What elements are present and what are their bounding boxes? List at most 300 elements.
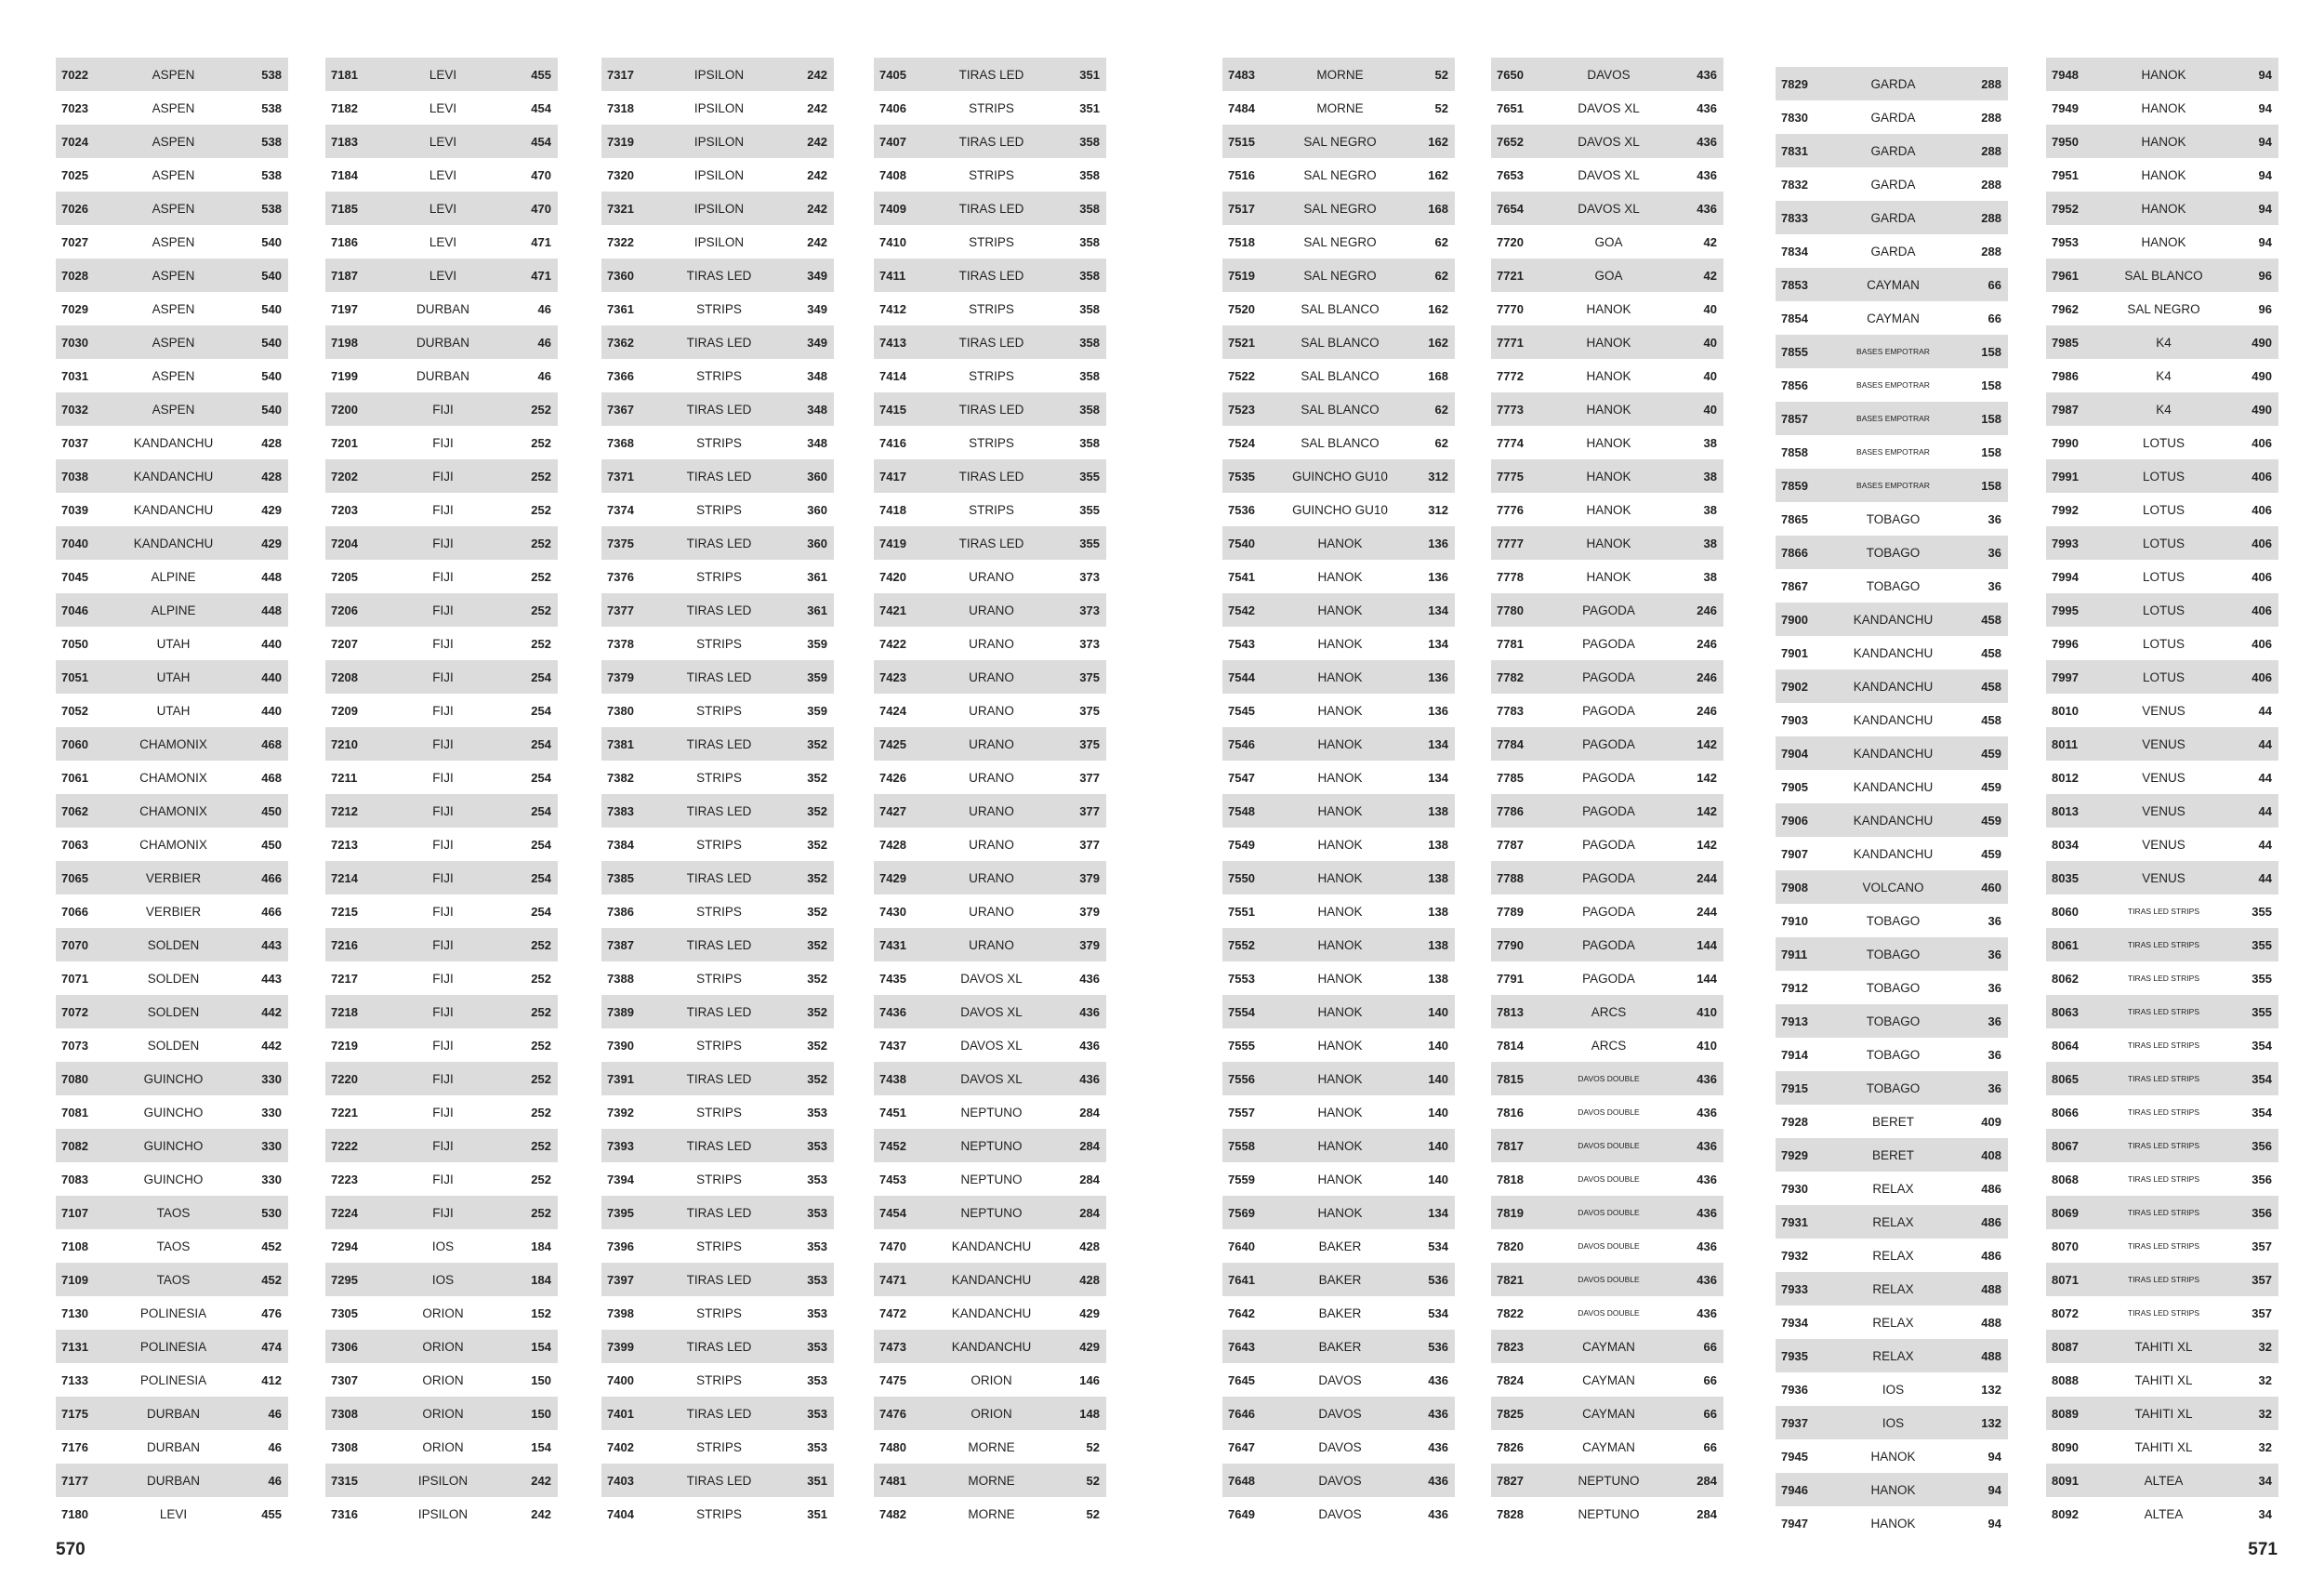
table-row xyxy=(56,359,288,392)
row-page: 252 xyxy=(531,1071,551,1086)
row-page: 361 xyxy=(807,569,827,584)
row-name: TIRAS LED STRIPS xyxy=(2128,974,2199,983)
row-page: 132 xyxy=(1981,1382,2001,1397)
row-page: 356 xyxy=(2251,1172,2272,1186)
table-row xyxy=(601,125,834,158)
row-page: 488 xyxy=(1981,1315,2001,1330)
row-code: 7650 xyxy=(1497,67,1524,82)
row-page: 284 xyxy=(1079,1105,1100,1120)
row-page: 373 xyxy=(1079,636,1100,651)
row-code: 7647 xyxy=(1228,1439,1255,1454)
row-code: 7901 xyxy=(1781,645,1808,660)
table-row xyxy=(56,660,288,694)
row-code: 7030 xyxy=(61,335,88,350)
row-code: 7653 xyxy=(1497,167,1524,182)
row-name: URANO xyxy=(969,703,1014,718)
row-name: HANOK xyxy=(1586,402,1631,417)
row-page: 353 xyxy=(807,1272,827,1287)
row-page: 468 xyxy=(261,736,282,751)
table-row xyxy=(325,1397,558,1430)
row-name: TIRAS LED STRIPS xyxy=(2128,1141,2199,1150)
row-code: 7411 xyxy=(879,268,906,283)
row-page: 254 xyxy=(531,837,551,852)
row-code: 7209 xyxy=(331,703,358,718)
row-code: 7210 xyxy=(331,736,358,751)
row-code: 7949 xyxy=(2052,100,2079,115)
row-page: 377 xyxy=(1079,770,1100,785)
table-row xyxy=(2046,627,2278,660)
table-row xyxy=(2046,125,2278,158)
row-name: IPSILON xyxy=(693,134,745,149)
row-code: 8089 xyxy=(2052,1406,2079,1421)
row-code: 8090 xyxy=(2052,1439,2079,1454)
row-code: 7652 xyxy=(1497,134,1524,149)
row-page: 429 xyxy=(261,536,282,550)
row-page: 428 xyxy=(1079,1239,1100,1253)
row-name: SOLDEN xyxy=(147,937,200,952)
row-page: 429 xyxy=(261,502,282,517)
table-row xyxy=(874,91,1106,125)
row-page: 242 xyxy=(531,1506,551,1521)
row-code: 7551 xyxy=(1228,904,1255,919)
row-code: 7778 xyxy=(1497,569,1524,584)
row-name: KANDANCHU xyxy=(1853,645,1934,660)
row-page: 66 xyxy=(1987,311,2001,325)
row-code: 7648 xyxy=(1228,1473,1255,1488)
row-page: 252 xyxy=(531,469,551,484)
row-page: 252 xyxy=(531,1138,551,1153)
row-code: 8091 xyxy=(2052,1473,2079,1488)
row-code: 7825 xyxy=(1497,1406,1524,1421)
row-code: 7547 xyxy=(1228,770,1255,785)
row-name: POLINESIA xyxy=(139,1339,207,1354)
table-row xyxy=(874,1330,1106,1363)
row-name: K4 xyxy=(2156,368,2172,383)
row-page: 534 xyxy=(1428,1305,1448,1320)
row-code: 7371 xyxy=(607,469,634,484)
table-row xyxy=(1776,1105,2008,1138)
table-row xyxy=(1491,426,1723,459)
table-row xyxy=(1776,1272,2008,1305)
row-name: MORNE xyxy=(1316,100,1364,115)
index-column-1 xyxy=(56,58,288,1531)
row-name: CAYMAN xyxy=(1867,277,1920,292)
row-page: 538 xyxy=(261,134,282,149)
row-page: 538 xyxy=(261,100,282,115)
row-page: 358 xyxy=(1079,134,1100,149)
row-page: 36 xyxy=(1987,947,2001,961)
row-name: HANOK xyxy=(1586,368,1631,383)
row-code: 7646 xyxy=(1228,1406,1255,1421)
page-number-right: 571 xyxy=(2248,1540,2278,1559)
row-page: 242 xyxy=(807,67,827,82)
row-code: 7200 xyxy=(331,402,358,417)
row-page: 355 xyxy=(2251,971,2272,986)
row-name: FIJI xyxy=(432,603,454,617)
row-page: 360 xyxy=(807,469,827,484)
row-page: 62 xyxy=(1434,402,1448,417)
table-row xyxy=(1222,359,1455,392)
table-row xyxy=(325,225,558,258)
row-name: STRIPS xyxy=(696,1305,742,1320)
row-code: 7308 xyxy=(331,1439,358,1454)
row-code: 7421 xyxy=(879,603,906,617)
row-code: 7378 xyxy=(607,636,634,651)
row-code: 7207 xyxy=(331,636,358,651)
row-code: 7867 xyxy=(1781,578,1808,593)
row-page: 353 xyxy=(807,1239,827,1253)
row-page: 330 xyxy=(261,1172,282,1186)
row-code: 7177 xyxy=(61,1473,88,1488)
row-page: 536 xyxy=(1428,1272,1448,1287)
row-name: DAVOS xyxy=(1318,1439,1362,1454)
row-page: 455 xyxy=(261,1506,282,1521)
row-code: 7308 xyxy=(331,1406,358,1421)
table-row xyxy=(1776,1439,2008,1473)
row-page: 410 xyxy=(1697,1004,1717,1019)
row-page: 138 xyxy=(1428,837,1448,852)
table-row xyxy=(1776,368,2008,402)
row-code: 7948 xyxy=(2052,67,2079,82)
row-page: 540 xyxy=(261,268,282,283)
row-name: TIRAS LED xyxy=(686,1071,752,1086)
row-name: SAL BLANCO xyxy=(1301,368,1380,383)
row-name: TOBAGO xyxy=(1866,1080,1921,1095)
table-row xyxy=(56,1229,288,1263)
row-page: 150 xyxy=(531,1372,551,1387)
row-code: 7517 xyxy=(1228,201,1255,216)
row-page: 358 xyxy=(1079,167,1100,182)
row-page: 538 xyxy=(261,67,282,82)
table-row xyxy=(601,1062,834,1095)
table-row xyxy=(1222,1430,1455,1464)
row-name: FIJI xyxy=(432,1071,454,1086)
table-row xyxy=(601,58,834,91)
row-name: PAGODA xyxy=(1582,937,1635,952)
table-row xyxy=(874,426,1106,459)
table-row xyxy=(601,158,834,192)
row-code: 7185 xyxy=(331,201,358,216)
row-page: 184 xyxy=(531,1272,551,1287)
row-name: ALTEA xyxy=(2144,1506,2184,1521)
row-code: 7028 xyxy=(61,268,88,283)
row-code: 7820 xyxy=(1497,1239,1524,1253)
row-name: RELAX xyxy=(1872,1181,1914,1196)
row-name: LOTUS xyxy=(2142,603,2185,617)
row-code: 7549 xyxy=(1228,837,1255,852)
row-page: 406 xyxy=(2251,669,2272,684)
row-code: 7405 xyxy=(879,67,906,82)
row-name: RELAX xyxy=(1872,1281,1914,1296)
table-row xyxy=(2046,928,2278,961)
row-code: 7471 xyxy=(879,1272,906,1287)
row-name: STRIPS xyxy=(696,569,742,584)
row-page: 66 xyxy=(1703,1439,1717,1454)
row-name: STRIPS xyxy=(696,1038,742,1053)
row-name: IOS xyxy=(1882,1382,1905,1397)
row-name: TIRAS LED xyxy=(958,268,1024,283)
row-name: FIJI xyxy=(432,803,454,818)
table-row xyxy=(1776,669,2008,703)
row-name: FIJI xyxy=(432,870,454,885)
table-row xyxy=(1222,192,1455,225)
table-row xyxy=(874,1464,1106,1497)
row-code: 7424 xyxy=(879,703,906,718)
table-row xyxy=(1491,1196,1723,1229)
row-code: 7046 xyxy=(61,603,88,617)
row-name: GARDA xyxy=(1870,244,1916,258)
table-row xyxy=(1222,694,1455,727)
row-name: STRIPS xyxy=(696,636,742,651)
row-page: 252 xyxy=(531,1105,551,1120)
row-name: HANOK xyxy=(1317,669,1363,684)
row-code: 7826 xyxy=(1497,1439,1524,1454)
table-row xyxy=(601,961,834,995)
row-page: 486 xyxy=(1981,1248,2001,1263)
table-row xyxy=(2046,392,2278,426)
row-page: 436 xyxy=(1697,1172,1717,1186)
row-page: 538 xyxy=(261,201,282,216)
row-code: 8064 xyxy=(2052,1038,2079,1053)
table-row xyxy=(56,761,288,794)
row-code: 7776 xyxy=(1497,502,1524,517)
row-name: DAVOS XL xyxy=(960,971,1023,986)
row-name: GOA xyxy=(1594,234,1623,249)
row-page: 140 xyxy=(1428,1038,1448,1053)
row-code: 7060 xyxy=(61,736,88,751)
row-page: 138 xyxy=(1428,870,1448,885)
row-page: 353 xyxy=(807,1138,827,1153)
row-name: LOTUS xyxy=(2142,536,2185,550)
row-page: 136 xyxy=(1428,569,1448,584)
row-page: 351 xyxy=(1079,100,1100,115)
row-page: 136 xyxy=(1428,669,1448,684)
row-name: HANOK xyxy=(1870,1482,1916,1497)
row-code: 7552 xyxy=(1228,937,1255,952)
row-name: HANOK xyxy=(1317,1138,1363,1153)
row-name: KANDANCHU xyxy=(133,435,214,450)
table-row xyxy=(1491,1397,1723,1430)
table-row xyxy=(874,1296,1106,1330)
row-code: 7130 xyxy=(61,1305,88,1320)
row-code: 7910 xyxy=(1781,913,1808,928)
table-row xyxy=(56,1129,288,1162)
table-row xyxy=(601,1430,834,1464)
table-row xyxy=(325,426,558,459)
row-page: 252 xyxy=(531,1205,551,1220)
row-code: 8011 xyxy=(2052,736,2079,751)
table-row xyxy=(874,158,1106,192)
row-code: 7859 xyxy=(1781,478,1808,493)
table-row xyxy=(1776,569,2008,603)
row-name: FIJI xyxy=(432,937,454,952)
row-name: ASPEN xyxy=(152,335,195,350)
row-name: TIRAS LED xyxy=(686,736,752,751)
row-code: 8069 xyxy=(2052,1205,2079,1220)
table-row xyxy=(2046,1095,2278,1129)
table-row xyxy=(1776,1038,2008,1071)
row-page: 361 xyxy=(807,603,827,617)
row-page: 288 xyxy=(1981,244,2001,258)
table-row xyxy=(874,560,1106,593)
row-name: TIRAS LED xyxy=(686,1205,752,1220)
table-row xyxy=(874,928,1106,961)
row-page: 460 xyxy=(1981,880,2001,895)
row-page: 458 xyxy=(1981,712,2001,727)
row-name: MORNE xyxy=(968,1506,1015,1521)
row-name: KANDANCHU xyxy=(1853,846,1934,861)
table-row xyxy=(1491,1330,1723,1363)
table-row xyxy=(874,1196,1106,1229)
table-row xyxy=(56,91,288,125)
row-page: 471 xyxy=(531,268,551,283)
row-name: PAGODA xyxy=(1582,603,1635,617)
row-page: 534 xyxy=(1428,1239,1448,1253)
row-name: HANOK xyxy=(1317,770,1363,785)
row-code: 7220 xyxy=(331,1071,358,1086)
row-page: 168 xyxy=(1428,368,1448,383)
row-name: FIJI xyxy=(432,502,454,517)
row-page: 62 xyxy=(1434,234,1448,249)
row-page: 152 xyxy=(531,1305,551,1320)
row-page: 459 xyxy=(1981,846,2001,861)
table-row xyxy=(1491,1028,1723,1062)
row-page: 406 xyxy=(2251,502,2272,517)
row-name: ORION xyxy=(971,1406,1012,1421)
row-code: 7992 xyxy=(2052,502,2079,517)
row-code: 7216 xyxy=(331,937,358,952)
table-row xyxy=(1776,603,2008,636)
row-code: 7642 xyxy=(1228,1305,1255,1320)
row-code: 7027 xyxy=(61,234,88,249)
row-name: NEPTUNO xyxy=(960,1105,1023,1120)
table-row xyxy=(2046,1397,2278,1430)
table-row xyxy=(56,1430,288,1464)
table-row xyxy=(1222,961,1455,995)
row-code: 7050 xyxy=(61,636,88,651)
row-code: 7953 xyxy=(2052,234,2079,249)
row-name: ASPEN xyxy=(152,268,195,283)
row-code: 7470 xyxy=(879,1239,906,1253)
row-name: LEVI xyxy=(429,134,457,149)
row-page: 138 xyxy=(1428,803,1448,818)
row-name: HANOK xyxy=(1317,569,1363,584)
table-row xyxy=(874,325,1106,359)
table-row xyxy=(56,192,288,225)
row-page: 352 xyxy=(807,904,827,919)
row-page: 148 xyxy=(1079,1406,1100,1421)
row-code: 7318 xyxy=(607,100,634,115)
row-name: IPSILON xyxy=(693,201,745,216)
row-code: 7062 xyxy=(61,803,88,818)
row-page: 352 xyxy=(807,837,827,852)
table-row xyxy=(56,727,288,761)
table-row xyxy=(874,1162,1106,1196)
row-name: PAGODA xyxy=(1582,703,1635,718)
row-code: 7219 xyxy=(331,1038,358,1053)
row-page: 94 xyxy=(1987,1449,2001,1464)
table-row xyxy=(874,459,1106,493)
table-row xyxy=(2046,828,2278,861)
table-row xyxy=(1491,928,1723,961)
row-name: ALTEA xyxy=(2144,1473,2184,1488)
row-page: 94 xyxy=(2258,100,2272,115)
table-row xyxy=(601,359,834,392)
row-code: 7377 xyxy=(607,603,634,617)
row-code: 7523 xyxy=(1228,402,1255,417)
row-code: 7985 xyxy=(2052,335,2079,350)
row-name: TIRAS LED xyxy=(686,870,752,885)
row-name: VENUS xyxy=(2142,837,2185,852)
table-row xyxy=(1776,1406,2008,1439)
row-name: VENUS xyxy=(2142,870,2185,885)
row-page: 330 xyxy=(261,1138,282,1153)
row-code: 7218 xyxy=(331,1004,358,1019)
row-name: HANOK xyxy=(1317,1038,1363,1053)
table-row xyxy=(325,1196,558,1229)
row-name: BAKER xyxy=(1318,1239,1362,1253)
row-code: 7415 xyxy=(879,402,906,417)
row-page: 38 xyxy=(1703,502,1717,517)
row-name: ASPEN xyxy=(152,201,195,216)
row-name: ASPEN xyxy=(152,67,195,82)
table-row xyxy=(325,392,558,426)
table-row xyxy=(325,1162,558,1196)
row-code: 7374 xyxy=(607,502,634,517)
row-page: 540 xyxy=(261,368,282,383)
table-row xyxy=(2046,1263,2278,1296)
row-code: 7550 xyxy=(1228,870,1255,885)
row-code: 7814 xyxy=(1497,1038,1524,1053)
row-code: 7215 xyxy=(331,904,358,919)
row-name: GARDA xyxy=(1870,110,1916,125)
row-page: 158 xyxy=(1981,344,2001,359)
row-name: FIJI xyxy=(432,669,454,684)
row-page: 162 xyxy=(1428,335,1448,350)
row-name: HANOK xyxy=(1317,971,1363,986)
row-name: DURBAN xyxy=(146,1439,200,1454)
row-page: 46 xyxy=(268,1406,282,1421)
row-code: 7903 xyxy=(1781,712,1808,727)
row-page: 254 xyxy=(531,904,551,919)
row-code: 7521 xyxy=(1228,335,1255,350)
table-row xyxy=(874,258,1106,292)
row-page: 288 xyxy=(1981,110,2001,125)
row-name: RELAX xyxy=(1872,1214,1914,1229)
table-row xyxy=(1776,736,2008,770)
row-code: 7397 xyxy=(607,1272,634,1287)
row-code: 7022 xyxy=(61,67,88,82)
table-row xyxy=(56,58,288,91)
row-code: 7997 xyxy=(2052,669,2079,684)
row-code: 7786 xyxy=(1497,803,1524,818)
row-name: FIJI xyxy=(432,837,454,852)
row-name: TIRAS LED xyxy=(686,268,752,283)
row-page: 46 xyxy=(537,368,551,383)
row-code: 7065 xyxy=(61,870,88,885)
row-name: DAVOS xyxy=(1318,1506,1362,1521)
row-page: 66 xyxy=(1703,1339,1717,1354)
row-page: 355 xyxy=(1079,536,1100,550)
table-row xyxy=(874,995,1106,1028)
row-code: 7947 xyxy=(1781,1516,1808,1531)
row-code: 7360 xyxy=(607,268,634,283)
row-page: 490 xyxy=(2251,335,2272,350)
row-name: TIRAS LED STRIPS xyxy=(2128,1007,2199,1016)
table-row xyxy=(1491,593,1723,627)
row-page: 353 xyxy=(807,1372,827,1387)
row-page: 436 xyxy=(1428,1439,1448,1454)
